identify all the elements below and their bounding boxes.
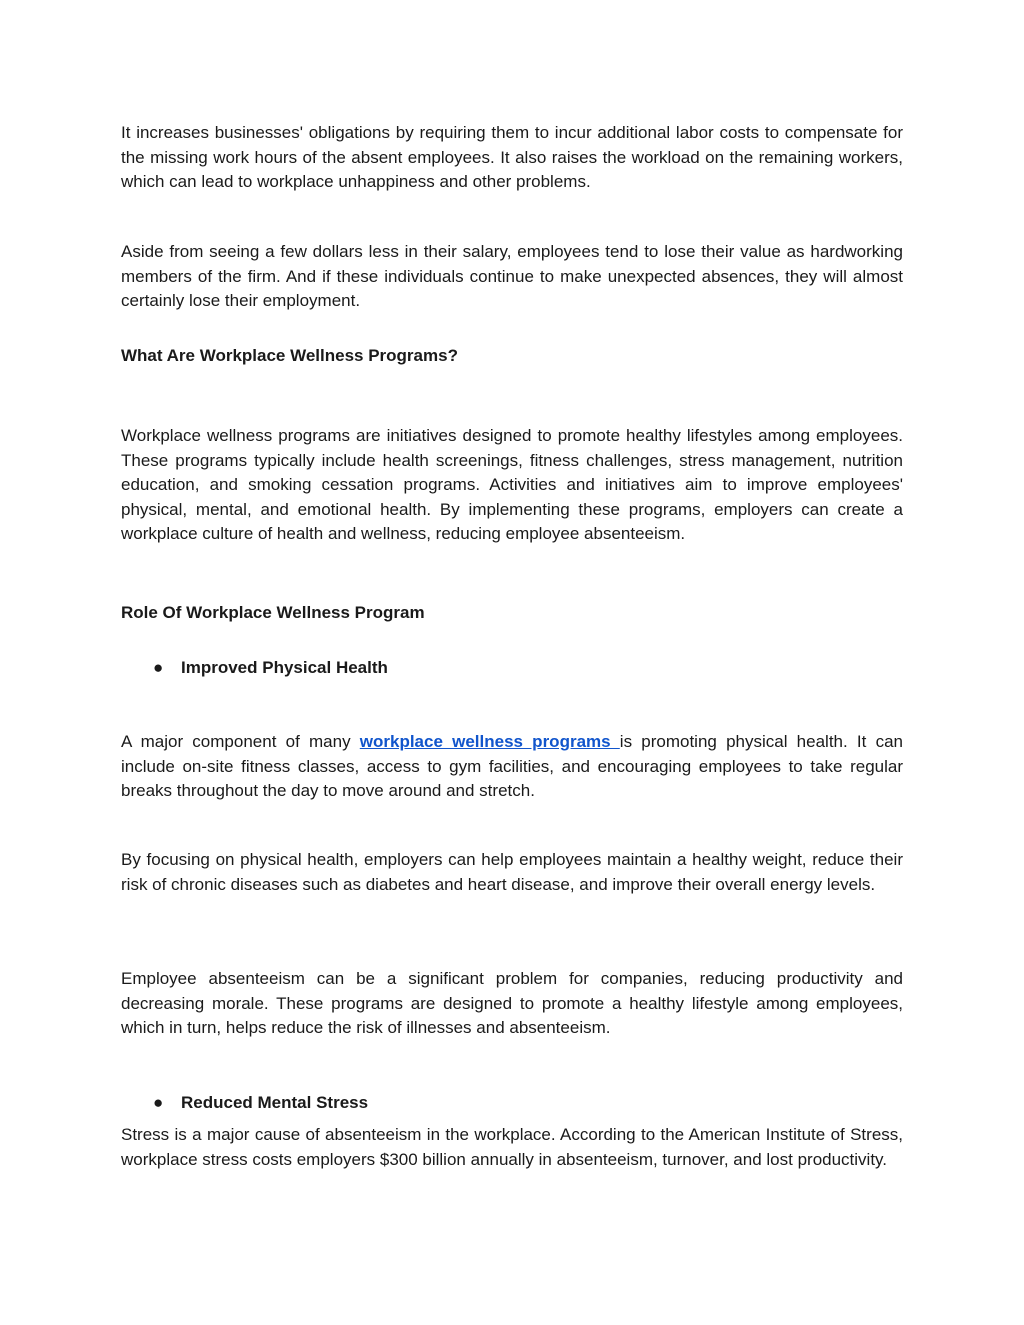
bullet-label: Improved Physical Health (181, 658, 388, 677)
bullet-marker: ● (153, 1093, 164, 1112)
workplace-wellness-programs-link[interactable]: workplace wellness programs (359, 732, 620, 751)
paragraph-absence-costs: It increases businesses' obligations by requiring them to incur additional labor costs to compensate for the missing work hours of the absent employees. It also raises the workload on the remaining workers, which can lead to workplace unhappiness and other problems. (121, 123, 903, 192)
text-span: is promoting physical health. It can include on-site fitness classes, access to gym facilities, and encouraging employees to take regular breaks throughout the day to move around and stretch. (121, 732, 903, 801)
paragraph-programs-definition: Workplace wellness programs are initiatives designed to promote healthy lifestyles among employees. These programs typically include health screenings, fitness challenges, stress management, nutrition education, and smoking cessation programs. Activities and initiatives aim to improve employees' physical, mental, and emotional health. By implementing these programs, employers can create a workplace culture of health and wellness, reducing employee absenteeism. (121, 426, 903, 544)
paragraph-stress-costs: Stress is a major cause of absenteeism in the workplace. According to the American Institute of Stress, workplace stress costs employers $300 billion annually in absenteeism, turnover, and lost productivity. (121, 1125, 903, 1169)
text-span: A major component of many (121, 732, 360, 751)
paragraph-absenteeism-problem: Employee absenteeism can be a significant problem for companies, reducing productivity and decreasing morale. These programs are designed to promote a healthy lifestyle among employees, which in turn, helps reduce the risk of illnesses and absenteeism. (121, 969, 903, 1038)
paragraph-physical-health-benefits: By focusing on physical health, employers can help employees maintain a healthy weight, reduce their risk of chronic diseases such as diabetes and heart disease, and improve their overall energy levels. (121, 850, 903, 894)
heading-what-are-programs: What Are Workplace Wellness Programs? (121, 346, 458, 365)
paragraph-employee-impact: Aside from seeing a few dollars less in their salary, employees tend to lose their value as hardworking members of the firm. And if these individuals continue to make unexpected absences, they will almost certainly lose their employment. (121, 242, 903, 311)
bullet-label: Reduced Mental Stress (181, 1093, 369, 1112)
bullet-marker: ● (153, 658, 164, 677)
bullet-reduced-mental-stress (153, 1091, 368, 1115)
bullet-improved-physical-health (153, 656, 388, 680)
heading-role-of-program: Role Of Workplace Wellness Program (121, 603, 425, 622)
paragraph-physical-health-component (121, 730, 903, 804)
